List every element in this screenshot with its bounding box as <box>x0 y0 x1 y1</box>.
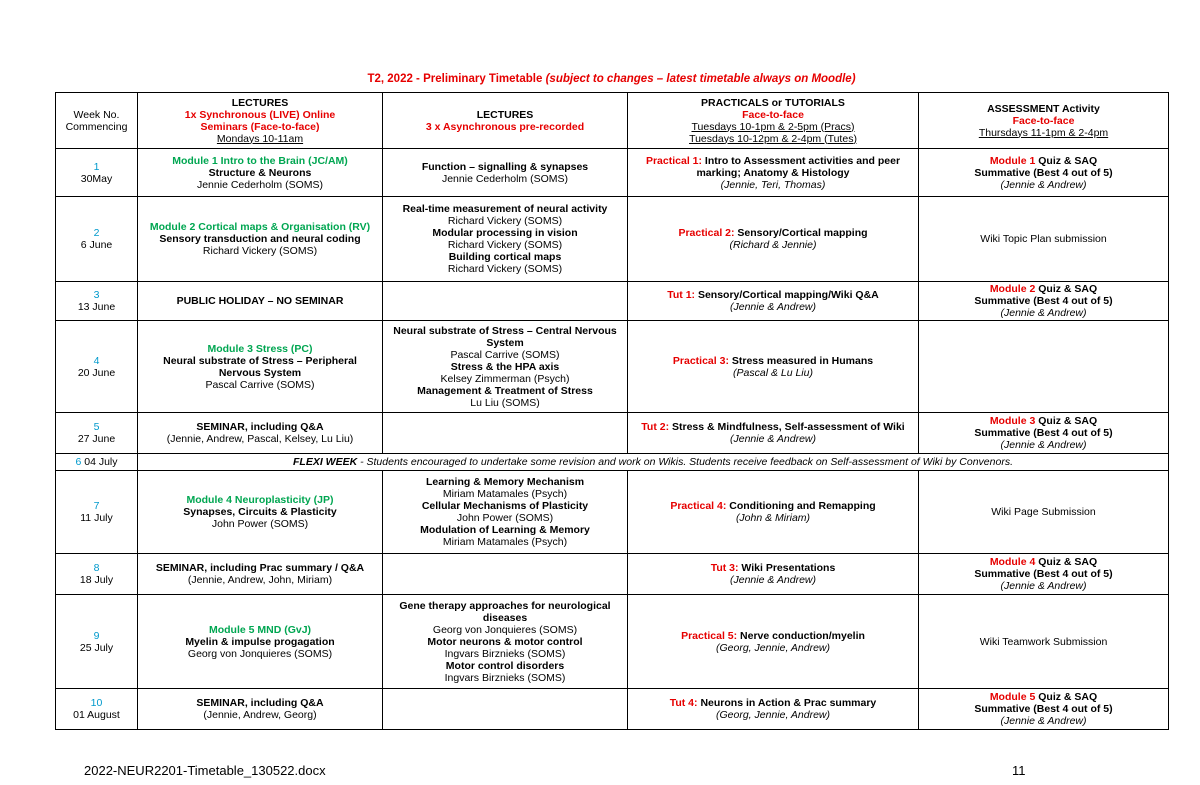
practical-text: Intro to Assessment activities and peer marking; Anatomy & Histology <box>696 154 901 179</box>
live-lecture-cell <box>138 197 383 282</box>
live-lecture-cell <box>138 595 383 689</box>
week-number: 8 <box>93 562 100 574</box>
lecture-topic: Gene therapy approaches for neurological diseases <box>399 599 611 624</box>
header-async-title: LECTURES <box>476 108 534 121</box>
async-lecture-cell <box>383 197 628 282</box>
table-row <box>56 149 1169 197</box>
assessment-cell <box>919 689 1169 730</box>
header-prac-line2: Tuesdays 10-1pm & 2-5pm (Pracs) <box>691 120 855 133</box>
week-cell <box>56 321 138 413</box>
week-date: 01 August <box>73 709 120 721</box>
practical-text: Nerve conduction/myelin <box>737 629 865 642</box>
header-lectures-live <box>138 93 383 149</box>
header-assess-line1: Face-to-face <box>1012 114 1075 127</box>
week-date: 27 June <box>77 433 116 445</box>
page-number: 11 <box>1012 763 1026 778</box>
practical-label: Practical 2: <box>678 227 735 239</box>
header-practicals <box>628 93 919 149</box>
practical-cell <box>628 197 919 282</box>
module-title: Module 4 Neuroplasticity (JP) <box>186 494 334 506</box>
practical-text: Stress measured in Humans <box>728 354 874 367</box>
async-lecture-cell <box>383 282 628 321</box>
lecture-topic: SEMINAR, including Q&A <box>196 421 324 433</box>
assessment-text: Quiz & SAQ <box>1035 415 1098 427</box>
lecture-topic: Motor control disorders <box>445 659 565 672</box>
lecturer: Lu Liu (SOMS) <box>470 396 540 409</box>
assessment-label: Module 2 <box>989 283 1036 295</box>
lecturer: Miriam Matamales (Psych) <box>442 536 568 548</box>
lecturer: Kelsey Zimmerman (Psych) <box>440 372 570 385</box>
module-title: Module 5 MND (GvJ) <box>208 623 312 636</box>
practical-cell <box>628 282 919 321</box>
lecture-topic: SEMINAR, including Q&A <box>196 697 324 709</box>
assessment-summative: Summative (Best 4 out of 5) <box>974 703 1113 715</box>
week-number: 6 <box>75 456 82 468</box>
live-lecture-cell <box>138 689 383 730</box>
header-row <box>56 93 1169 149</box>
week-number: 4 <box>93 354 100 367</box>
assessment-text: Wiki Topic Plan submission <box>980 233 1107 245</box>
week-number: 2 <box>93 227 100 239</box>
assessment-cell <box>919 595 1169 689</box>
assessment-cell <box>919 471 1169 554</box>
lecture-topic: Modulation of Learning & Memory <box>420 524 590 536</box>
lecture-topic: Real-time measurement of neural activity <box>402 203 608 215</box>
header-live-title: LECTURES <box>231 96 289 109</box>
practical-text: Wiki Presentations <box>738 562 836 574</box>
lecturer: Georg von Jonquieres (SOMS) <box>432 623 578 636</box>
lecturer: Jennie Cederholm (SOMS) <box>441 172 569 185</box>
lecture-topic: Neural substrate of Stress – Peripheral Nervous System <box>163 354 357 379</box>
live-lecture-cell <box>138 471 383 554</box>
practical-text: Sensory/Cortical mapping/Wiki Q&A <box>695 289 879 301</box>
module-title: Module 1 Intro to the Brain (JC/AM) <box>172 154 348 167</box>
week-number: 5 <box>93 421 100 433</box>
week-cell <box>56 471 138 554</box>
lecture-topic: Building cortical maps <box>448 251 562 263</box>
week-cell <box>56 197 138 282</box>
week-date: 30May <box>80 172 113 185</box>
practical-staff: (Jennie & Andrew) <box>730 433 816 445</box>
week-cell <box>56 149 138 197</box>
header-assess-title: ASSESSMENT Activity <box>987 102 1100 115</box>
practical-cell <box>628 554 919 595</box>
week-cell <box>56 595 138 689</box>
assessment-cell <box>919 413 1169 454</box>
assessment-staff: (Jennie & Andrew) <box>1000 580 1087 592</box>
practical-label: Tut 1: <box>667 289 696 301</box>
practical-text: Stress & Mindfulness, Self-assessment of Wiki <box>669 421 905 433</box>
async-lecture-cell <box>383 554 628 595</box>
week-number: 10 <box>90 697 103 709</box>
header-prac-line3: Tuesdays 10-12pm & 2-4pm (Tutes) <box>689 132 857 145</box>
lecture-topic: Learning & Memory Mechanism <box>425 476 585 488</box>
week-date: 18 July <box>79 574 114 586</box>
table-row <box>56 554 1169 595</box>
assessment-staff: (Jennie & Andrew) <box>1000 178 1087 191</box>
practical-staff: (Georg, Jennie, Andrew) <box>716 641 830 654</box>
lecturer: Pascal Carrive (SOMS) <box>450 348 560 361</box>
practical-label: Tut 3: <box>710 562 739 574</box>
practical-cell <box>628 471 919 554</box>
live-lecture-cell <box>138 149 383 197</box>
lecture-topic: PUBLIC HOLIDAY – NO SEMINAR <box>176 295 344 307</box>
week-cell <box>56 413 138 454</box>
assessment-label: Module 3 <box>989 415 1036 427</box>
assessment-cell <box>919 554 1169 595</box>
lecture-topic: Sensory transduction and neural coding <box>159 233 361 245</box>
practical-text: Sensory/Cortical mapping <box>734 227 868 239</box>
practical-text: Conditioning and Remapping <box>726 500 876 512</box>
assessment-label: Module 1 <box>989 154 1036 167</box>
header-week <box>56 93 138 149</box>
lecture-topic: Neural substrate of Stress – Central Nervous System <box>393 324 617 349</box>
lecture-topic: Function – signalling & synapses <box>421 160 589 173</box>
header-assess-line2: Thursdays 11-1pm & 2-4pm <box>978 126 1109 139</box>
practical-staff: (Jennie & Andrew) <box>730 301 816 313</box>
week-date: 04 July <box>81 456 118 468</box>
async-lecture-cell <box>383 471 628 554</box>
async-lecture-cell <box>383 689 628 730</box>
live-lecture-cell <box>138 321 383 413</box>
week-date: 13 June <box>77 301 116 313</box>
assessment-text: Wiki Page Submission <box>991 506 1096 518</box>
week-date: 25 July <box>79 641 114 654</box>
week-number: 7 <box>93 500 100 512</box>
lecturer: Richard Vickery (SOMS) <box>447 239 563 251</box>
lecturer: (Jennie, Andrew, John, Miriam) <box>187 574 333 586</box>
assessment-cell <box>919 197 1169 282</box>
practical-cell <box>628 321 919 413</box>
lecture-topic: Management & Treatment of Stress <box>417 384 593 397</box>
header-prac-line1: Face-to-face <box>742 108 804 121</box>
lecture-topic: Cellular Mechanisms of Plasticity <box>421 500 589 512</box>
lecturer: John Power (SOMS) <box>456 512 554 524</box>
header-lectures-async <box>383 93 628 149</box>
week-cell <box>56 554 138 595</box>
table-row <box>56 454 1169 471</box>
header-live-line1: 1x Synchronous (LIVE) Online <box>184 108 336 121</box>
table-row <box>56 471 1169 554</box>
header-week-line2: Commencing <box>65 120 128 133</box>
table-row <box>56 413 1169 454</box>
lecture-topic: Modular processing in vision <box>432 227 578 239</box>
practical-label: Tut 4: <box>669 697 698 709</box>
week-date: 6 June <box>80 239 113 251</box>
practical-label: Practical 5: <box>681 629 738 642</box>
header-week-line1: Week No. <box>73 108 120 121</box>
lecturer: Ingvars Birznieks (SOMS) <box>444 671 566 684</box>
week-number: 1 <box>93 160 100 173</box>
lecturer: (Jennie, Andrew, Georg) <box>203 709 317 721</box>
lecture-topic: Structure & Neurons <box>208 166 312 179</box>
practical-staff: (Pascal & Lu Liu) <box>733 366 813 379</box>
table-row <box>56 689 1169 730</box>
practical-staff: (Jennie, Teri, Thomas) <box>720 178 826 191</box>
lecturer: Richard Vickery (SOMS) <box>447 263 563 275</box>
practical-label: Practical 1: <box>645 154 703 167</box>
header-live-line3: Mondays 10-11am <box>216 132 304 145</box>
header-async-line1: 3 x Asynchronous pre-recorded <box>425 120 585 133</box>
lecture-topic: Stress & the HPA axis <box>450 360 560 373</box>
assessment-label: Module 4 <box>989 556 1036 568</box>
title-note: (subject to changes – latest timetable always on Moodle) <box>545 73 856 85</box>
assessment-cell <box>919 321 1169 413</box>
assessment-label: Module 5 <box>989 691 1036 703</box>
assessment-staff: (Jennie & Andrew) <box>1000 307 1087 319</box>
practical-label: Practical 3: <box>672 354 729 367</box>
lecturer: Pascal Carrive (SOMS) <box>205 378 315 391</box>
lecturer: (Jennie, Andrew, Pascal, Kelsey, Lu Liu) <box>166 433 354 445</box>
assessment-summative: Summative (Best 4 out of 5) <box>974 166 1113 179</box>
lecturer: Richard Vickery (SOMS) <box>202 245 318 257</box>
flexi-week-text: - Students encouraged to undertake some revision and work on Wikis. Students receive feedback on Self-assessment of Wiki by Convenors. <box>357 456 1013 468</box>
assessment-summative: Summative (Best 4 out of 5) <box>974 568 1113 580</box>
flexi-week-cell <box>138 454 1169 471</box>
async-lecture-cell <box>383 413 628 454</box>
flexi-week-label: FLEXI WEEK <box>293 456 358 468</box>
practical-text: Neurons in Action & Prac summary <box>697 697 877 709</box>
practical-staff: (Georg, Jennie, Andrew) <box>716 709 830 721</box>
async-lecture-cell <box>383 321 628 413</box>
async-lecture-cell <box>383 149 628 197</box>
header-live-line2: Seminars (Face-to-face) <box>200 120 320 133</box>
assessment-text: Quiz & SAQ <box>1035 154 1098 167</box>
title-main: T2, 2022 - Preliminary Timetable <box>367 73 546 85</box>
lecture-topic: Synapses, Circuits & Plasticity <box>183 506 337 518</box>
lecture-topic: Motor neurons & motor control <box>427 635 583 648</box>
week-date: 20 June <box>77 366 116 379</box>
timetable <box>55 92 1169 730</box>
assessment-staff: (Jennie & Andrew) <box>1000 715 1087 727</box>
week-date: 11 July <box>80 512 113 524</box>
assessment-text: Quiz & SAQ <box>1035 556 1098 568</box>
live-lecture-cell <box>138 413 383 454</box>
assessment-cell <box>919 282 1169 321</box>
lecturer: Jennie Cederholm (SOMS) <box>196 178 324 191</box>
assessment-staff: (Jennie & Andrew) <box>1000 439 1087 451</box>
practical-cell <box>628 149 919 197</box>
lecture-topic: Myelin & impulse progagation <box>185 635 335 648</box>
async-lecture-cell <box>383 595 628 689</box>
practical-label: Tut 2: <box>641 421 670 433</box>
lecturer: John Power (SOMS) <box>211 518 309 530</box>
module-title: Module 2 Cortical maps & Organisation (RV) <box>149 221 371 233</box>
week-number: 9 <box>93 629 100 642</box>
assessment-summative: Summative (Best 4 out of 5) <box>974 427 1113 439</box>
footer-filename: 2022-NEUR2201-Timetable_130522.docx <box>84 763 326 778</box>
practical-cell <box>628 595 919 689</box>
practical-cell <box>628 413 919 454</box>
week-cell <box>56 689 138 730</box>
assessment-summative: Summative (Best 4 out of 5) <box>974 295 1113 307</box>
practical-staff: (Jennie & Andrew) <box>730 574 816 586</box>
table-row <box>56 197 1169 282</box>
practical-cell <box>628 689 919 730</box>
table-row <box>56 321 1169 413</box>
table-row <box>56 595 1169 689</box>
table-row <box>56 282 1169 321</box>
assessment-text: Quiz & SAQ <box>1035 283 1098 295</box>
module-title: Module 3 Stress (PC) <box>207 342 313 355</box>
assessment-text: Wiki Teamwork Submission <box>979 635 1108 648</box>
header-prac-title: PRACTICALS or TUTORIALS <box>701 96 845 109</box>
document-title <box>55 73 1168 85</box>
week-number: 3 <box>93 289 100 301</box>
lecturer: Miriam Matamales (Psych) <box>442 488 568 500</box>
week-cell <box>56 282 138 321</box>
lecturer: Georg von Jonquieres (SOMS) <box>187 647 333 660</box>
assessment-cell <box>919 149 1169 197</box>
live-lecture-cell <box>138 554 383 595</box>
assessment-text: Quiz & SAQ <box>1035 691 1098 703</box>
header-assessment <box>919 93 1169 149</box>
lecture-topic: SEMINAR, including Prac summary / Q&A <box>155 562 365 574</box>
practical-staff: (Richard & Jennie) <box>729 239 817 251</box>
practical-label: Practical 4: <box>670 500 727 512</box>
live-lecture-cell <box>138 282 383 321</box>
lecturer: Richard Vickery (SOMS) <box>447 215 563 227</box>
week-cell <box>56 454 138 471</box>
lecturer: Ingvars Birznieks (SOMS) <box>444 647 566 660</box>
practical-staff: (John & Miriam) <box>735 512 811 524</box>
